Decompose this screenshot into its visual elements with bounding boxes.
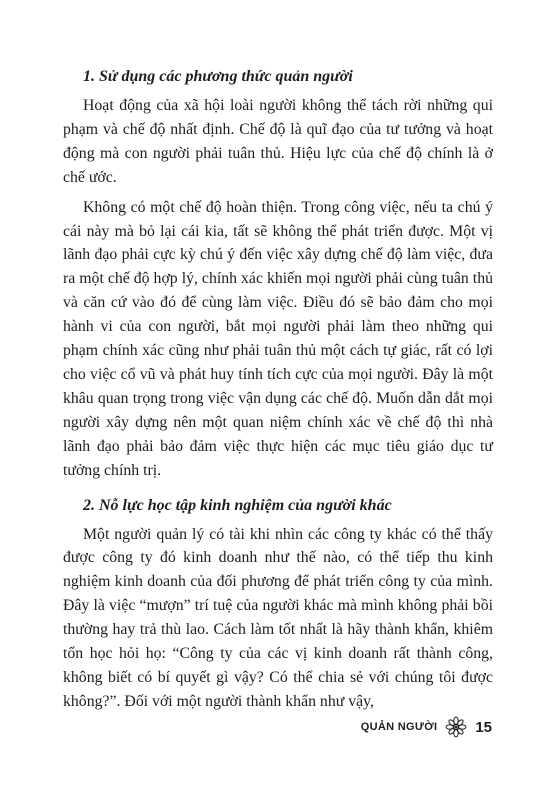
running-title: QUẢN NGƯỜI [360,721,438,733]
lotus-ornament-icon [445,716,467,738]
page-footer [361,716,492,738]
paragraph-3: Một người quản lý có tài khi nhìn các công ty khác có thể thấy được công ty đó kinh doanh như thế nào, có thể tiếp thu kinh nghiệm kinh doanh của đối phương để phát triển công ty của mình. Đây là việc “mượn” trí tuệ của người khác mà mình không phải bồi thường hay trả thù lao. Cách làm tốt nhất là hãy thành khẩn, khiêm tốn học hỏi họ: “Công ty của các vị kinh doanh rất thành công, không biết có bí quyết gì vậy? Có thể chia sẻ với chúng tôi được không?”. Đối với một người thành khẩn như vậy, [63,525,493,710]
paragraph-1: Hoạt động của xã hội loài người không thể tách rời những qui phạm và chế độ nhất định. Chế độ là quĩ đạo của tư tưởng và hoạt động mà con người phải tuân thủ. Hiệu lực của chế độ chính là ở chế ước. [63,97,493,186]
paragraph-2: Không có một chế độ hoàn thiện. Trong công việc, nếu ta chú ý cái này mà bỏ lại cái kia, tất sẽ không thể phát triển được. Một vị lãnh đạo phải cực kỳ chú ý đến việc xây dựng chế độ làm việc, đưa ra một chế độ hợp lý, chính xác khiến mọi người phải cùng tuân thủ và căn cứ vào đó để cùng làm việc. Điều đó sẽ bảo đảm cho mọi hành vi của con người, bắt mọi người phải làm theo những qui phạm chính xác cũng như phải tuân thủ một cách tự giác, rất có lợi cho việc cổ vũ và phát huy tính tích cực của mọi người. Đây là một khâu quan trọng trong việc vận dụng các chế độ. Muốn dẫn dắt mọi người xây dựng nên một quan niệm chính xác về chế độ thì nhà lãnh đạo phải bảo đảm việc thực hiện các mục tiêu giáo dục tư tưởng chính trị. [63,198,493,479]
page-body [63,66,493,722]
section-heading-1: 1. Sử dụng các phương thức quản người [83,68,353,85]
page-number: 15 [475,718,492,736]
section-heading-2: 2. Nỗ lực học tập kinh nghiệm của người khác [83,496,392,514]
